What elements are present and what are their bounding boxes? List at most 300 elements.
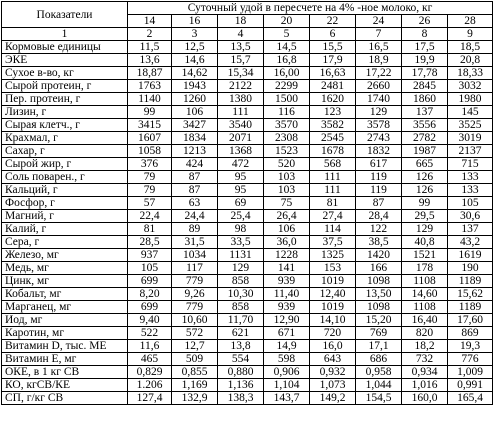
- table-row: [2, 392, 493, 405]
- indicator-name-cell: Витамин Е, мг: [2, 353, 128, 366]
- table-row: [2, 223, 493, 236]
- value-cell: 509: [172, 353, 218, 366]
- value-cell: 3415: [128, 119, 172, 132]
- value-cell: 126: [402, 184, 448, 197]
- value-cell: 133: [448, 184, 493, 197]
- value-cell: 1678: [310, 145, 356, 158]
- nutrition-table: [1, 1, 493, 405]
- value-cell: 2122: [218, 80, 264, 93]
- value-cell: 0,958: [356, 366, 402, 379]
- value-cell: 465: [128, 353, 172, 366]
- value-cell: 17,22: [356, 67, 402, 80]
- value-cell: 22,4: [128, 210, 172, 223]
- value-cell: 1260: [172, 93, 218, 106]
- value-cell: 1,104: [264, 379, 310, 392]
- value-cell: 617: [356, 158, 402, 171]
- value-cell: 26,4: [264, 210, 310, 223]
- value-cell: 137: [402, 106, 448, 119]
- value-cell: 153: [310, 262, 356, 275]
- column-number-cell: 9: [448, 28, 493, 41]
- table-row: [2, 366, 493, 379]
- value-cell: 643: [310, 353, 356, 366]
- indicator-name-cell: КО, кгСВ/КЕ: [2, 379, 128, 392]
- value-cell: 568: [310, 158, 356, 171]
- value-cell: 69: [218, 197, 264, 210]
- value-cell: 1620: [310, 93, 356, 106]
- value-cell: 87: [172, 171, 218, 184]
- value-cell: 1619: [448, 249, 493, 262]
- value-cell: 621: [218, 327, 264, 340]
- value-cell: 2071: [218, 132, 264, 145]
- indicator-name-cell: Медь, мг: [2, 262, 128, 275]
- value-cell: 1213: [172, 145, 218, 158]
- indicator-name-cell: Магний, г: [2, 210, 128, 223]
- column-number-cell: 8: [402, 28, 448, 41]
- value-cell: 472: [218, 158, 264, 171]
- table-row: [2, 340, 493, 353]
- value-cell: 732: [402, 353, 448, 366]
- value-cell: 1098: [356, 275, 402, 288]
- value-cell: 17,78: [402, 67, 448, 80]
- value-cell: 98: [218, 223, 264, 236]
- table-row: [2, 275, 493, 288]
- value-cell: 1420: [356, 249, 402, 262]
- value-cell: 13,8: [218, 340, 264, 353]
- table-row: [2, 249, 493, 262]
- indicator-name-cell: Кальций, г: [2, 184, 128, 197]
- value-cell: 20,8: [448, 54, 493, 67]
- value-cell: 14,6: [172, 54, 218, 67]
- value-cell: 15,5: [310, 41, 356, 54]
- value-cell: 0,880: [218, 366, 264, 379]
- value-cell: 16,00: [264, 67, 310, 80]
- table-row: [2, 171, 493, 184]
- value-cell: 99: [128, 106, 172, 119]
- value-cell: 79: [128, 184, 172, 197]
- value-cell: 10,30: [218, 288, 264, 301]
- value-cell: 13,50: [356, 288, 402, 301]
- value-cell: 129: [356, 106, 402, 119]
- value-cell: 3582: [310, 119, 356, 132]
- value-cell: 15,20: [356, 314, 402, 327]
- value-cell: 13,5: [218, 41, 264, 54]
- value-cell: 424: [172, 158, 218, 171]
- value-cell: 12,90: [264, 314, 310, 327]
- value-cell: 1189: [448, 301, 493, 314]
- value-cell: 665: [402, 158, 448, 171]
- value-cell: 522: [128, 327, 172, 340]
- value-cell: 18,33: [448, 67, 493, 80]
- value-cell: 29,5: [402, 210, 448, 223]
- value-cell: 1368: [218, 145, 264, 158]
- indicator-name-cell: Железо, мг: [2, 249, 128, 262]
- value-cell: 28,4: [356, 210, 402, 223]
- indicator-name-cell: Кобальт, мг: [2, 288, 128, 301]
- value-cell: 14,60: [402, 288, 448, 301]
- value-cell: 154,5: [356, 392, 402, 405]
- value-cell: 0,829: [128, 366, 172, 379]
- value-cell: 123: [310, 106, 356, 119]
- table-row: [2, 41, 493, 54]
- value-cell: 103: [264, 171, 310, 184]
- indicator-name-cell: Сухое в-во, кг: [2, 67, 128, 80]
- indicator-name-cell: Иод, мг: [2, 314, 128, 327]
- table-row: [2, 236, 493, 249]
- nutrition-table-sheet: [1, 1, 492, 442]
- table-body: [2, 41, 493, 405]
- value-cell: 149,2: [310, 392, 356, 405]
- value-cell: 3578: [356, 119, 402, 132]
- value-cell: 40,8: [402, 236, 448, 249]
- value-cell: 25,4: [218, 210, 264, 223]
- table-row: [2, 80, 493, 93]
- value-cell: 939: [264, 275, 310, 288]
- value-cell: 1,136: [218, 379, 264, 392]
- yield-header-cell: 26: [402, 15, 448, 28]
- table-row: [2, 288, 493, 301]
- value-cell: 141: [264, 262, 310, 275]
- value-cell: 137: [448, 223, 493, 236]
- yield-header-cell: 14: [128, 15, 172, 28]
- value-cell: 1,169: [172, 379, 218, 392]
- value-cell: 686: [356, 353, 402, 366]
- column-number-cell: 6: [310, 28, 356, 41]
- value-cell: 31,5: [172, 236, 218, 249]
- value-cell: 520: [264, 158, 310, 171]
- value-cell: 87: [356, 197, 402, 210]
- value-cell: 0,932: [310, 366, 356, 379]
- table-row: [2, 93, 493, 106]
- value-cell: 598: [264, 353, 310, 366]
- table-row: [2, 301, 493, 314]
- indicator-name-cell: СП, г/кг СВ: [2, 392, 128, 405]
- value-cell: 1140: [128, 93, 172, 106]
- value-cell: 132,9: [172, 392, 218, 405]
- value-cell: 1521: [402, 249, 448, 262]
- value-cell: 1228: [264, 249, 310, 262]
- value-cell: 95: [218, 171, 264, 184]
- value-cell: 9,40: [128, 314, 172, 327]
- value-cell: 30,6: [448, 210, 493, 223]
- indicator-name-cell: ЭКЕ: [2, 54, 128, 67]
- column-number-cell: 1: [2, 28, 128, 41]
- value-cell: 1500: [264, 93, 310, 106]
- indicator-name-cell: Лизин, г: [2, 106, 128, 119]
- value-cell: 2308: [264, 132, 310, 145]
- indicator-name-cell: Каротин, мг: [2, 327, 128, 340]
- indicator-name-cell: Марганец, мг: [2, 301, 128, 314]
- value-cell: 1019: [310, 301, 356, 314]
- value-cell: 160,0: [402, 392, 448, 405]
- value-cell: 143,7: [264, 392, 310, 405]
- value-cell: 75: [264, 197, 310, 210]
- value-cell: 1607: [128, 132, 172, 145]
- value-cell: 1131: [218, 249, 264, 262]
- column-number-cell: 7: [356, 28, 402, 41]
- value-cell: 1523: [264, 145, 310, 158]
- value-cell: 178: [402, 262, 448, 275]
- value-cell: 2845: [402, 80, 448, 93]
- value-cell: 111: [310, 184, 356, 197]
- value-cell: 937: [128, 249, 172, 262]
- value-cell: 129: [218, 262, 264, 275]
- value-cell: 165,4: [448, 392, 493, 405]
- value-cell: 699: [128, 275, 172, 288]
- value-cell: 720: [310, 327, 356, 340]
- yield-header-cell: 20: [264, 15, 310, 28]
- value-cell: 24,4: [172, 210, 218, 223]
- value-cell: 699: [128, 301, 172, 314]
- value-cell: 17,5: [402, 41, 448, 54]
- value-cell: 119: [356, 184, 402, 197]
- value-cell: 1,016: [402, 379, 448, 392]
- indicator-name-cell: Крахмал, г: [2, 132, 128, 145]
- group-header: Суточный удой в пересчете на 4% -ное молоко, кг: [128, 2, 493, 15]
- table-row: [2, 314, 493, 327]
- value-cell: 13,6: [128, 54, 172, 67]
- value-cell: 111: [218, 106, 264, 119]
- value-cell: 119: [356, 171, 402, 184]
- indicator-name-cell: Витамин D, тыс. МЕ: [2, 340, 128, 353]
- table-row: [2, 379, 493, 392]
- value-cell: 1325: [310, 249, 356, 262]
- value-cell: 129: [402, 223, 448, 236]
- header-row-group: [2, 2, 493, 15]
- value-cell: 15,34: [218, 67, 264, 80]
- value-cell: 138,3: [218, 392, 264, 405]
- value-cell: 0,855: [172, 366, 218, 379]
- yield-header-cell: 28: [448, 15, 493, 28]
- value-cell: 14,62: [172, 67, 218, 80]
- table-row: [2, 106, 493, 119]
- value-cell: 12,7: [172, 340, 218, 353]
- column-number-cell: 3: [172, 28, 218, 41]
- indicator-name-cell: Цинк, мг: [2, 275, 128, 288]
- value-cell: 554: [218, 353, 264, 366]
- indicator-name-cell: Сырой протеин, г: [2, 80, 128, 93]
- table-row: [2, 262, 493, 275]
- value-cell: 37,5: [310, 236, 356, 249]
- value-cell: 1987: [402, 145, 448, 158]
- value-cell: 3556: [402, 119, 448, 132]
- value-cell: 18,5: [448, 41, 493, 54]
- yield-header-cell: 18: [218, 15, 264, 28]
- value-cell: 11,70: [218, 314, 264, 327]
- value-cell: 133: [448, 171, 493, 184]
- yield-header-cell: 24: [356, 15, 402, 28]
- value-cell: 2545: [310, 132, 356, 145]
- yield-header-cell: 16: [172, 15, 218, 28]
- indicator-name-cell: ОКЕ, в 1 кг СВ: [2, 366, 128, 379]
- value-cell: 81: [310, 197, 356, 210]
- value-cell: 820: [402, 327, 448, 340]
- value-cell: 1.206: [128, 379, 172, 392]
- value-cell: 190: [448, 262, 493, 275]
- value-cell: 11,6: [128, 340, 172, 353]
- indicator-name-cell: Калий, г: [2, 223, 128, 236]
- table-row: [2, 210, 493, 223]
- value-cell: 89: [172, 223, 218, 236]
- value-cell: 1834: [172, 132, 218, 145]
- value-cell: 43,2: [448, 236, 493, 249]
- value-cell: 105: [128, 262, 172, 275]
- value-cell: 18,87: [128, 67, 172, 80]
- value-cell: 17,60: [448, 314, 493, 327]
- value-cell: 858: [218, 275, 264, 288]
- value-cell: 16,63: [310, 67, 356, 80]
- indicator-name-cell: Сахар, г: [2, 145, 128, 158]
- value-cell: 1,073: [310, 379, 356, 392]
- value-cell: 1098: [356, 301, 402, 314]
- value-cell: 715: [448, 158, 493, 171]
- value-cell: 3019: [448, 132, 493, 145]
- value-cell: 376: [128, 158, 172, 171]
- value-cell: 1,044: [356, 379, 402, 392]
- table-row: [2, 54, 493, 67]
- value-cell: 145: [448, 106, 493, 119]
- value-cell: 0,934: [402, 366, 448, 379]
- value-cell: 2660: [356, 80, 402, 93]
- value-cell: 1832: [356, 145, 402, 158]
- value-cell: 572: [172, 327, 218, 340]
- value-cell: 1034: [172, 249, 218, 262]
- indicator-name-cell: Сырой жир, г: [2, 158, 128, 171]
- value-cell: 0,906: [264, 366, 310, 379]
- value-cell: 27,4: [310, 210, 356, 223]
- value-cell: 12,40: [310, 288, 356, 301]
- value-cell: 28,5: [128, 236, 172, 249]
- value-cell: 2782: [402, 132, 448, 145]
- value-cell: 671: [264, 327, 310, 340]
- table-row: [2, 197, 493, 210]
- value-cell: 81: [128, 223, 172, 236]
- indicator-name-cell: Сырая клетч., г: [2, 119, 128, 132]
- value-cell: 63: [172, 197, 218, 210]
- value-cell: 776: [448, 353, 493, 366]
- value-cell: 33,5: [218, 236, 264, 249]
- value-cell: 2137: [448, 145, 493, 158]
- value-cell: 36,0: [264, 236, 310, 249]
- value-cell: 3032: [448, 80, 493, 93]
- value-cell: 1,009: [448, 366, 493, 379]
- value-cell: 16,0: [310, 340, 356, 353]
- value-cell: 3570: [264, 119, 310, 132]
- value-cell: 19,9: [402, 54, 448, 67]
- value-cell: 114: [310, 223, 356, 236]
- value-cell: 1019: [310, 275, 356, 288]
- value-cell: 14,9: [264, 340, 310, 353]
- value-cell: 106: [172, 106, 218, 119]
- value-cell: 103: [264, 184, 310, 197]
- value-cell: 166: [356, 262, 402, 275]
- value-cell: 14,10: [310, 314, 356, 327]
- value-cell: 869: [448, 327, 493, 340]
- value-cell: 1380: [218, 93, 264, 106]
- value-cell: 1763: [128, 80, 172, 93]
- value-cell: 19,3: [448, 340, 493, 353]
- yield-header-cell: 22: [310, 15, 356, 28]
- value-cell: 12,5: [172, 41, 218, 54]
- table-row: [2, 184, 493, 197]
- value-cell: 117: [172, 262, 218, 275]
- column-number-cell: 2: [128, 28, 172, 41]
- value-cell: 2481: [310, 80, 356, 93]
- value-cell: 1058: [128, 145, 172, 158]
- value-cell: 127,4: [128, 392, 172, 405]
- value-cell: 1943: [172, 80, 218, 93]
- value-cell: 2299: [264, 80, 310, 93]
- value-cell: 1860: [402, 93, 448, 106]
- value-cell: 15,7: [218, 54, 264, 67]
- value-cell: 17,9: [310, 54, 356, 67]
- value-cell: 95: [218, 184, 264, 197]
- value-cell: 38,5: [356, 236, 402, 249]
- table-row: [2, 67, 493, 80]
- indicator-name-cell: Кормовые единицы: [2, 41, 128, 54]
- corner-label: Показатели: [2, 2, 128, 28]
- value-cell: 9,26: [172, 288, 218, 301]
- value-cell: 3525: [448, 119, 493, 132]
- value-cell: 87: [172, 184, 218, 197]
- value-cell: 0,991: [448, 379, 493, 392]
- indicator-name-cell: Соль поварен., г: [2, 171, 128, 184]
- value-cell: 16,40: [402, 314, 448, 327]
- value-cell: 111: [310, 171, 356, 184]
- value-cell: 18,2: [402, 340, 448, 353]
- value-cell: 2743: [356, 132, 402, 145]
- value-cell: 858: [218, 301, 264, 314]
- value-cell: 126: [402, 171, 448, 184]
- value-cell: 79: [128, 171, 172, 184]
- value-cell: 11,40: [264, 288, 310, 301]
- indicator-name-cell: Пер. протеин, г: [2, 93, 128, 106]
- column-number-cell: 4: [218, 28, 264, 41]
- value-cell: 939: [264, 301, 310, 314]
- value-cell: 15,62: [448, 288, 493, 301]
- value-cell: 106: [264, 223, 310, 236]
- value-cell: 1108: [402, 301, 448, 314]
- value-cell: 116: [264, 106, 310, 119]
- value-cell: 3427: [172, 119, 218, 132]
- value-cell: 1108: [402, 275, 448, 288]
- value-cell: 769: [356, 327, 402, 340]
- column-number-cell: 5: [264, 28, 310, 41]
- value-cell: 10,60: [172, 314, 218, 327]
- value-cell: 16,5: [356, 41, 402, 54]
- value-cell: 18,9: [356, 54, 402, 67]
- value-cell: 8,20: [128, 288, 172, 301]
- table-row: [2, 327, 493, 340]
- value-cell: 779: [172, 275, 218, 288]
- indicator-name-cell: Фосфор, г: [2, 197, 128, 210]
- header-row-column-numbers: [2, 28, 493, 41]
- table-row: [2, 353, 493, 366]
- value-cell: 122: [356, 223, 402, 236]
- value-cell: 1740: [356, 93, 402, 106]
- value-cell: 1980: [448, 93, 493, 106]
- value-cell: 779: [172, 301, 218, 314]
- value-cell: 11,5: [128, 41, 172, 54]
- value-cell: 1189: [448, 275, 493, 288]
- table-row: [2, 145, 493, 158]
- indicator-name-cell: Сера, г: [2, 236, 128, 249]
- value-cell: 17,1: [356, 340, 402, 353]
- value-cell: 3540: [218, 119, 264, 132]
- value-cell: 99: [402, 197, 448, 210]
- value-cell: 57: [128, 197, 172, 210]
- value-cell: 14,5: [264, 41, 310, 54]
- table-row: [2, 119, 493, 132]
